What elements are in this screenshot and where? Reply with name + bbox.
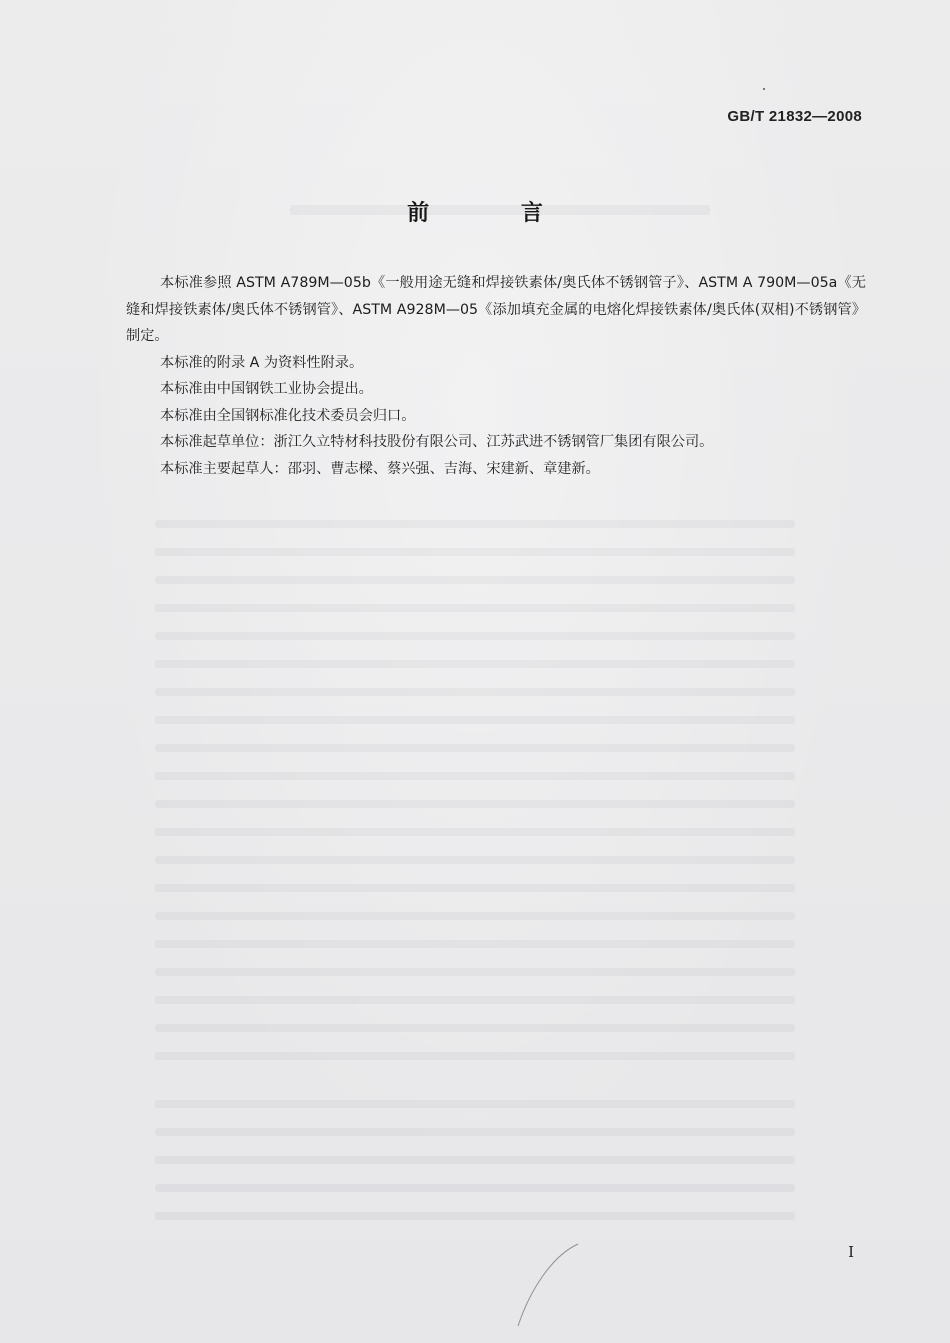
bleed-through-line	[155, 884, 795, 892]
bleed-through-line	[155, 632, 795, 640]
bleed-through-line	[155, 996, 795, 1004]
standard-code: GB/T 21832—2008	[727, 108, 862, 125]
scan-speck	[763, 88, 765, 90]
paragraph-committee: 本标准由全国钢标准化技术委员会归口。	[160, 407, 416, 424]
pencil-mark	[512, 1240, 592, 1330]
page-number: I	[848, 1243, 854, 1261]
bleed-through-line	[155, 660, 795, 668]
bleed-through-line	[155, 1212, 795, 1220]
paragraph-drafters: 本标准主要起草人：邵羽、曹志樑、蔡兴强、吉海、宋建新、章建新。	[160, 460, 600, 477]
bleed-through-line	[155, 576, 795, 584]
bleed-through-line	[155, 1156, 795, 1164]
bleed-through-line	[155, 548, 795, 556]
bleed-through-line	[155, 940, 795, 948]
foreword-body	[126, 270, 866, 482]
bleed-through-line	[155, 744, 795, 752]
bleed-through-line	[155, 1128, 795, 1136]
bleed-through-line	[155, 520, 795, 528]
bleed-through-line	[155, 968, 795, 976]
paragraph-proposer: 本标准由中国钢铁工业协会提出。	[160, 381, 373, 397]
paragraph-drafting-units: 本标准起草单位：浙江久立特材科技股份有限公司、江苏武进不锈钢管厂集团有限公司。	[160, 434, 714, 450]
bleed-through-line	[155, 1024, 795, 1032]
bleed-through-line	[155, 828, 795, 836]
bleed-through-line	[155, 1052, 795, 1060]
bleed-through-line	[155, 604, 795, 612]
page-title: 前 言	[407, 201, 585, 226]
bleed-through-line	[155, 716, 795, 724]
bleed-through-line	[155, 1184, 795, 1192]
bleed-through-line	[155, 772, 795, 780]
paragraph-reference-standards: 本标准参照 ASTM A789M—05b《一般用途无缝和焊接铁素体/奥氏体不锈钢管子》、ASTM A 790M—05a《无缝和焊接铁素体/奥氏体不锈钢管》、ASTM A928M—05《添加填充金属的电熔化焊接铁素体/奥氏体(双相)不锈钢管》制定。	[126, 275, 866, 344]
bleed-through-line	[155, 1100, 795, 1108]
bleed-through-line	[155, 800, 795, 808]
paragraph-appendix: 本标准的附录 A 为资料性附录。	[160, 354, 364, 371]
bleed-through-line	[155, 856, 795, 864]
bleed-through-line	[155, 912, 795, 920]
bleed-through-line	[155, 688, 795, 696]
